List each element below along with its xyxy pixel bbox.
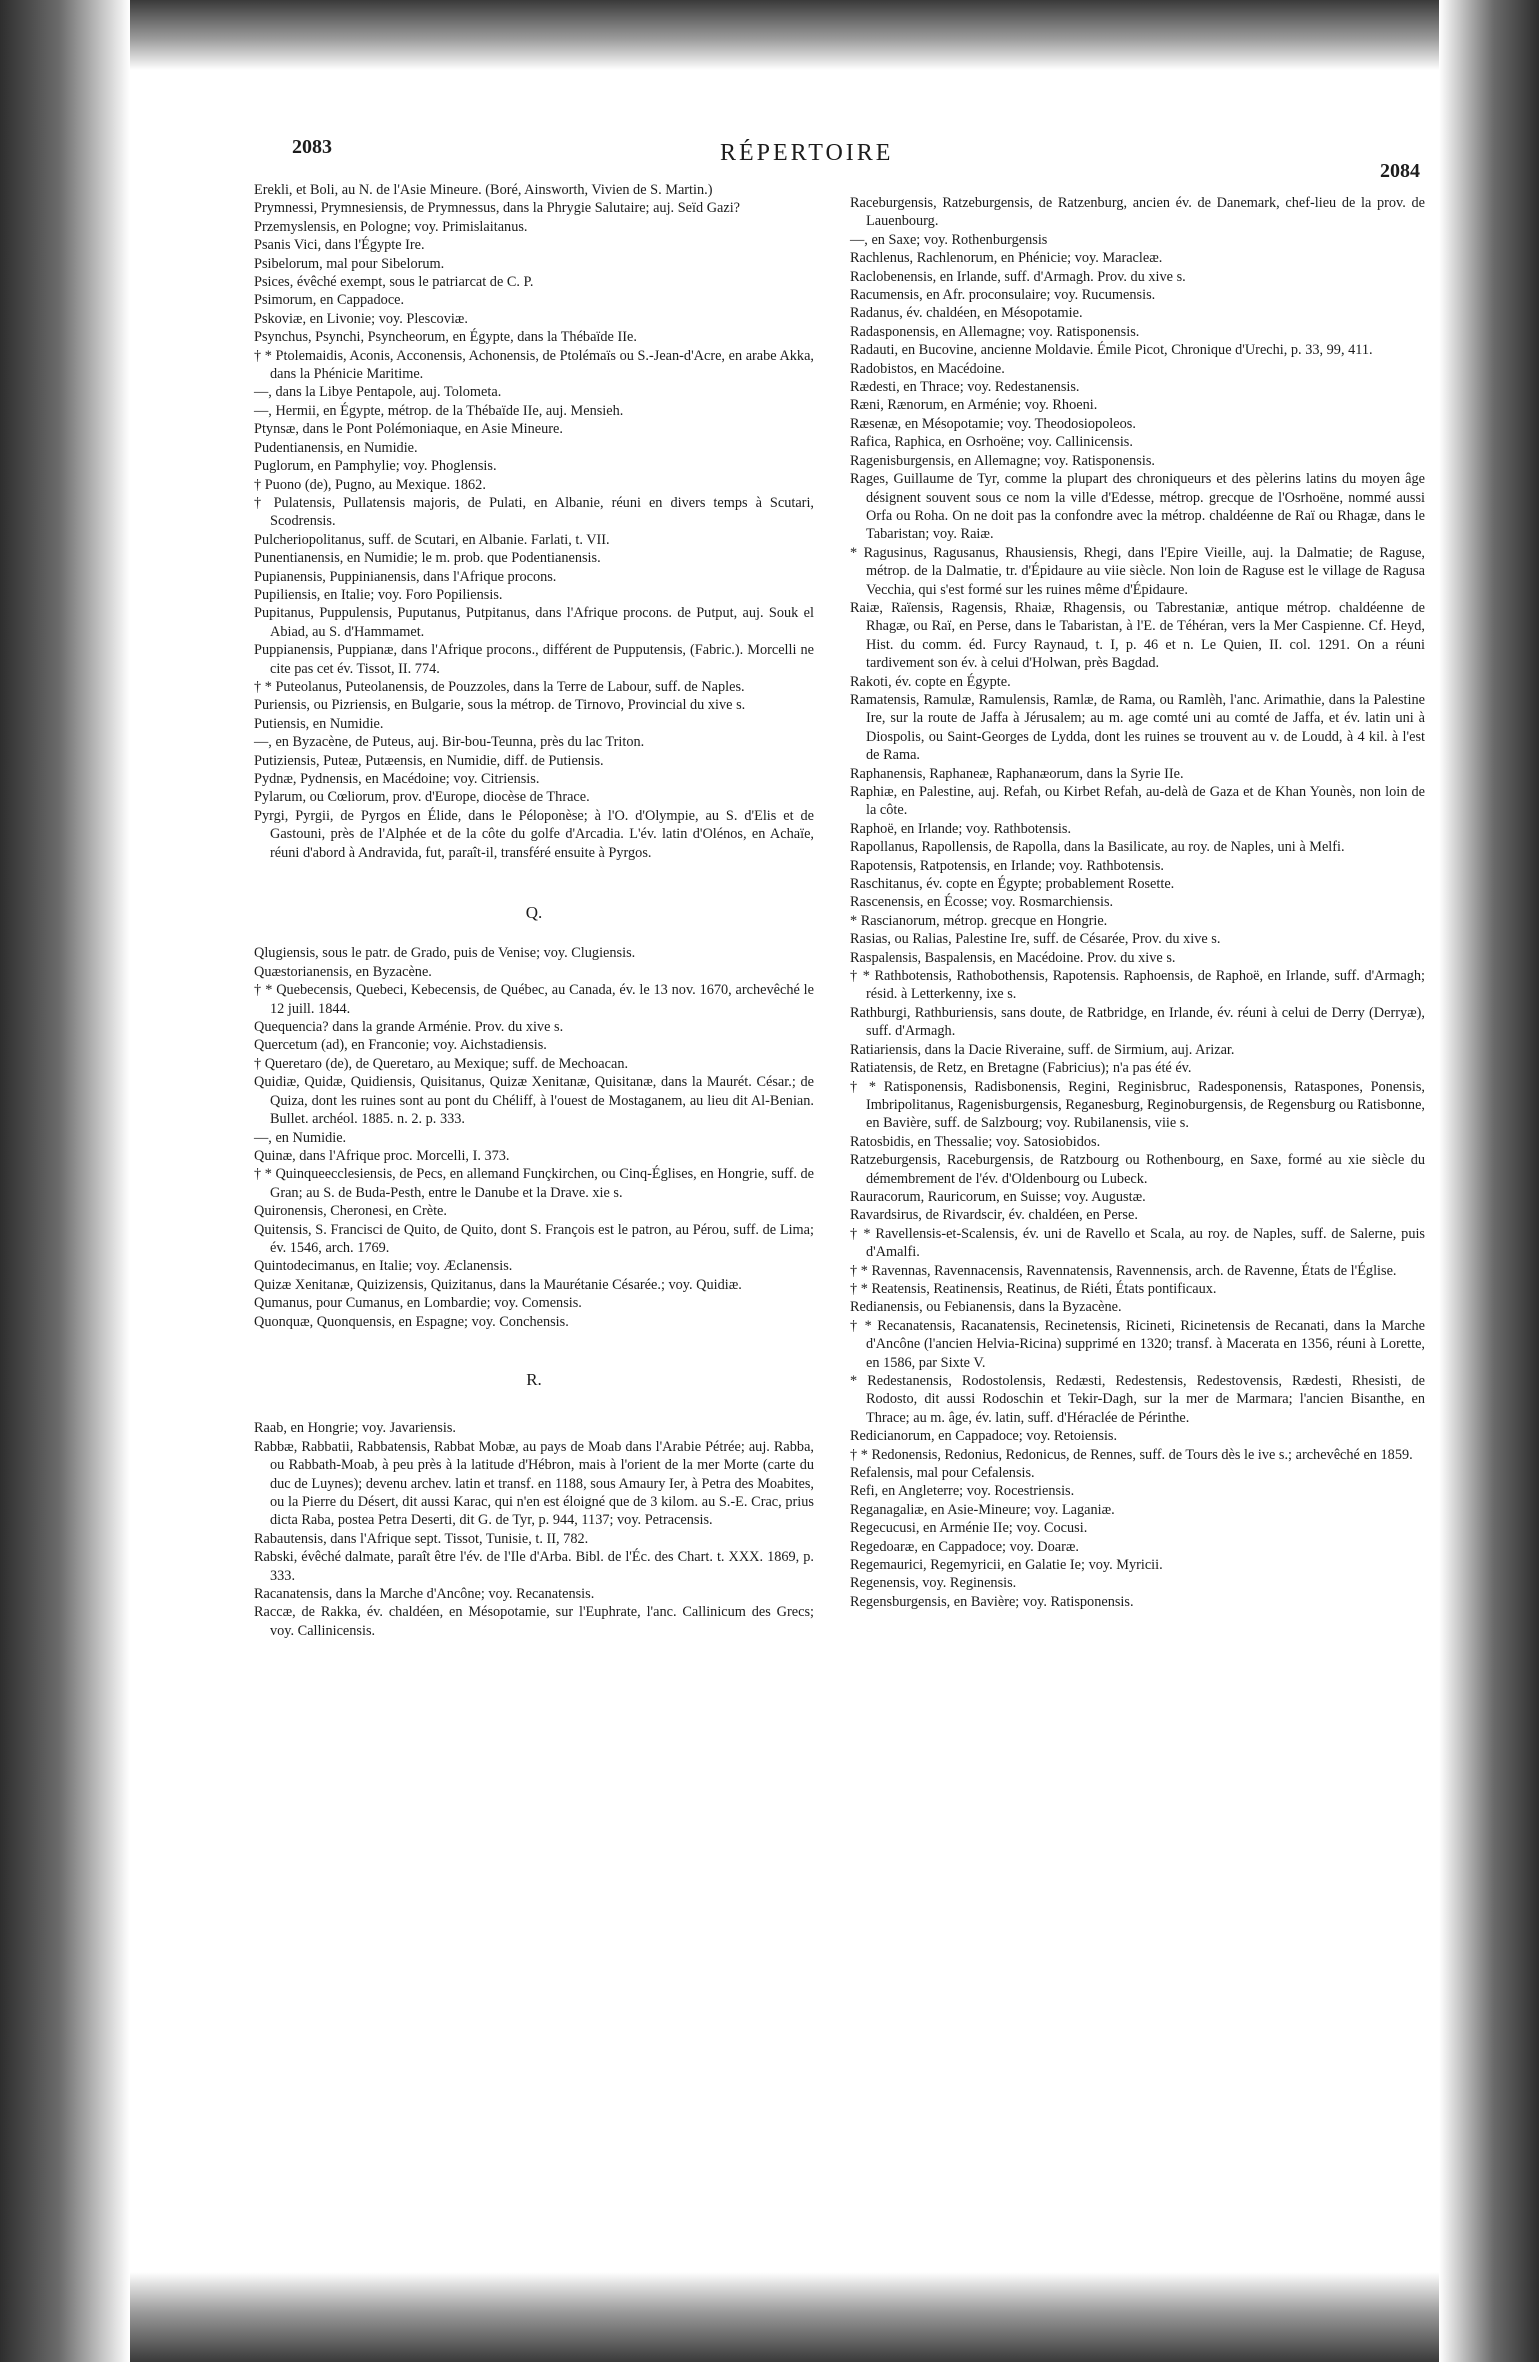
dictionary-entry: † * Ptolemaidis, Aconis, Acconensis, Achonensis, de Ptolémaïs ou S.-Jean-d'Acre, en arabe Akka, dans la Phénicie Maritime.: [254, 347, 814, 383]
dictionary-entry: Raab, en Hongrie; voy. Javariensis.: [254, 1420, 456, 1437]
dictionary-entry: Rædesti, en Thrace; voy. Redestanensis.: [850, 379, 1080, 396]
dictionary-entry: Ramatensis, Ramulæ, Ramulensis, Ramlæ, de Rama, ou Ramlèh, l'anc. Arimathie, dans la Palestine Ire, sur la route de Jaffa à Jérusalem; au m. age comté uni au comté de Jaffa, et év. latin uni à Diospolis, ou Saint-Georges de Lydda, dont les ruines se trouvent au v. de Loudd, à 4 kil. à l'est de Rama.: [850, 691, 1425, 764]
dictionary-entry: Regedoaræ, en Cappadoce; voy. Doaræ.: [850, 1538, 1079, 1555]
dictionary-entry: † * Rathbotensis, Rathobothensis, Rapotensis. Raphoensis, de Raphoë, en Irlande, suff. d'Armagh; résid. à Letterkenny, ixe s.: [850, 968, 1425, 1003]
dictionary-entry: Psices, évêché exempt, sous le patriarcat de C. P.: [254, 274, 534, 291]
dictionary-entry: Rauracorum, Rauricorum, en Suisse; voy. Augustæ.: [850, 1188, 1146, 1205]
section-heading-r: R.: [526, 1369, 542, 1389]
dictionary-entry: Putiensis, en Numidie.: [254, 715, 384, 732]
dictionary-entry: Radanus, év. chaldéen, en Mésopotamie.: [850, 305, 1083, 322]
dictionary-entry: Ratiatensis, de Retz, en Bretagne (Fabricius); n'a pas été év.: [850, 1060, 1192, 1077]
dictionary-entry: Radasponensis, en Allemagne; voy. Ratisponensis.: [850, 323, 1140, 340]
scan-border-bottom: [0, 2272, 1539, 2362]
dictionary-entry: Rapotensis, Ratpotensis, en Irlande; voy. Rathbotensis.: [850, 857, 1164, 874]
scan-border-left: [0, 0, 130, 2362]
right-column: [850, 194, 1425, 1611]
dictionary-entry: Ravardsirus, de Rivardscir, év. chaldéen, en Perse.: [850, 1207, 1138, 1224]
dictionary-entry: Radauti, en Bucovine, ancienne Moldavie. Émile Picot, Chronique d'Urechi, p. 33, 99, 411.: [850, 342, 1373, 359]
dictionary-entry: —, en Saxe; voy. Rothenburgensis: [850, 231, 1048, 248]
dictionary-entry: Psimorum, en Cappadoce.: [254, 292, 405, 309]
dictionary-entry: Regenensis, voy. Reginensis.: [850, 1575, 1017, 1592]
dictionary-entry: † * Quebecensis, Quebeci, Kebecensis, de Québec, au Canada, év. le 13 nov. 1670, archevêché le 12 juill. 1844.: [254, 982, 814, 1017]
scan-border-top: [0, 0, 1539, 70]
left-entries: [254, 181, 814, 862]
dictionary-entry: Ræsenæ, en Mésopotamie; voy. Theodosiopoleos.: [850, 415, 1136, 432]
dictionary-entry: Rakoti, év. copte en Égypte.: [850, 673, 1011, 690]
dictionary-entry: —, en Numidie.: [254, 1129, 347, 1146]
dictionary-entry: Putiziensis, Puteæ, Putæensis, en Numidie, diff. de Putiensis.: [254, 752, 604, 769]
dictionary-entry: Raccæ, de Rakka, év. chaldéen, en Mésopotamie, sur l'Euphrate, l'anc. Callinicum des Grecs; voy. Callinicensis.: [254, 1604, 814, 1639]
dictionary-entry: Quintodecimanus, en Italie; voy. Æclanensis.: [254, 1258, 513, 1275]
dictionary-entry: † Pulatensis, Pullatensis majoris, de Pulati, en Albanie, réuni en divers temps à Scutari, Scodrensis.: [254, 494, 814, 530]
dictionary-entry: Psynchus, Psynchi, Psyncheorum, en Égypte, dans la Thébaïde IIe.: [254, 329, 637, 346]
dictionary-entry: Quidiæ, Quidæ, Quidiensis, Quisitanus, Quizæ Xenitanæ, Quisitanæ, dans la Maurét. César.; de Quiza, dont les ruines sont au pont du Chéliff, à l'ouest de Mostaganem, au lieu dit Al-Benian. Bullet. archéol. 1885. n. 2. p. 333.: [254, 1074, 814, 1128]
dictionary-entry: —, en Byzacène, de Puteus, auj. Bir-bou-Teunna, près du lac Triton.: [254, 734, 645, 751]
dictionary-entry: Prymnessi, Prymnesiensis, de Prymnessus, dans la Phrygie Salutaire; auj. Seïd Gazi?: [254, 200, 741, 217]
dictionary-entry: Ratzeburgensis, Raceburgensis, de Ratzbourg ou Rothenbourg, en Saxe, formé au xie siècle du démembrement de l'év. d'Oldenbourg ou Lubeck.: [850, 1152, 1425, 1187]
dictionary-entry: Rabski, évêché dalmate, paraît être l'év. de l'Ile d'Arba. Bibl. de l'Éc. des Chart. t. XXX. 1869, p. 333.: [254, 1549, 814, 1584]
scan-border-right: [1439, 0, 1539, 2362]
dictionary-entry: Quæstorianensis, en Byzacène.: [254, 963, 432, 980]
dictionary-entry: Quitensis, S. Francisci de Quito, de Quito, dont S. François est le patron, au Pérou, suff. de Lima; év. 1546, arch. 1769.: [254, 1221, 814, 1256]
dictionary-entry: * Redestanensis, Rodostolensis, Redæsti, Redestensis, Redestovensis, Rædesti, Rhesisti, de Rodosto, dit aussi Rodoschin et Tekir-Dagh, sur la mer de Marmara; l'ancien Bisanthe, en Thrace; au m. âge, év. latin, suff. d'Héraclée de Périnthe.: [850, 1373, 1425, 1426]
dictionary-entry: Ptynsæ, dans le Pont Polémoniaque, en Asie Mineure.: [254, 421, 563, 438]
dictionary-entry: Rabautensis, dans l'Afrique sept. Tissot, Tunisie, t. II, 782.: [254, 1530, 589, 1547]
dictionary-entry: † * Reatensis, Reatinensis, Reatinus, de Riéti, États pontificaux.: [850, 1280, 1217, 1297]
dictionary-entry: Psanis Vici, dans l'Égypte Ire.: [254, 237, 425, 254]
dictionary-entry: Rapollanus, Rapollensis, de Rapolla, dans la Basilicate, au roy. de Naples, uni à Melfi.: [850, 839, 1345, 856]
dictionary-entry: Psibelorum, mal pour Sibelorum.: [254, 255, 445, 272]
dictionary-entry: Quironensis, Cheronesi, en Crète.: [254, 1203, 447, 1220]
dictionary-entry: Raschitanus, év. copte en Égypte; probablement Rosette.: [850, 876, 1175, 893]
dictionary-entry: Puppianensis, Puppianæ, dans l'Afrique procons., différent de Pupputensis, (Fabric.). Morcelli ne cite pas cet év. Tissot, II. 774.: [254, 642, 814, 677]
page-number-left: 2083: [292, 136, 332, 158]
dictionary-entry: Qlugiensis, sous le patr. de Grado, puis de Venise; voy. Clugiensis.: [254, 945, 636, 962]
dictionary-entry: Raspalensis, Baspalensis, en Macédoine. Prov. du xive s.: [850, 949, 1176, 966]
dictionary-entry: Rathburgi, Rathburiensis, sans doute, de Ratbridge, en Irlande, év. réuni à celui de Derry (Derryæ), suff. d'Armagh.: [850, 1004, 1425, 1040]
dictionary-entry: Pskoviæ, en Livonie; voy. Plescoviæ.: [254, 310, 468, 327]
dictionary-entry: Pupitanus, Puppulensis, Puputanus, Putpitanus, dans l'Afrique procons. de Putput, auj. Souk el Abiad, au S. d'Hammamet.: [254, 605, 814, 640]
dictionary-entry: Raceburgensis, Ratzeburgensis, de Ratzenburg, ancien év. de Danemark, chef-lieu de la prov. de Lauenbourg.: [850, 195, 1425, 230]
dictionary-entry: † * Ravennas, Ravennacensis, Ravennatensis, Ravennensis, arch. de Ravenne, États de l'Église.: [850, 1262, 1397, 1279]
dictionary-entry: Ratiariensis, dans la Dacie Riveraine, suff. de Sirmium, auj. Arizar.: [850, 1041, 1235, 1058]
dictionary-entry: Pudentianensis, en Numidie.: [254, 439, 418, 456]
dictionary-entry: Raclobenensis, en Irlande, suff. d'Armagh. Prov. du xive s.: [850, 268, 1186, 285]
left-column: [254, 181, 814, 1640]
dictionary-entry: Rabbæ, Rabbatii, Rabbatensis, Rabbat Mobæ, au pays de Moab dans l'Arabie Pétrée; auj. Rabba, ou Rabbath-Moab, à peu près à la latitude d'Hébron, mais à l'orient de la mer Morte (carte du duc de Luynes); devenu archev. latin et transf. en 1188, sous Amaury Ier, à Petra des Moabites, ou la Pierre du Désert, dit aussi Karac, qui n'en est éloigné que de 3 kilom. au S.-E. Crac, prius dicta Raba, postea Petra Deserti, dit G. de Tyr, p. 944, 1137; voy. Petracensis.: [254, 1438, 814, 1529]
dictionary-entry: Puriensis, ou Pizriensis, en Bulgarie, sous la métrop. de Tirnovo, Provincial du xive s.: [254, 697, 746, 714]
dictionary-entry: † * Ravellensis-et-Scalensis, év. uni de Ravello et Scala, au roy. de Naples, suff. de Salerne, puis d'Amalfi.: [850, 1225, 1425, 1261]
dictionary-entry: Quercetum (ad), en Franconie; voy. Aichstadiensis.: [254, 1037, 547, 1054]
dictionary-entry: † * Recanatensis, Racanatensis, Recinetensis, Ricineti, Ricinetensis de Recanati, dans la Marche d'Ancône (l'ancien Helvia-Ricina) supprimé en 1320; transf. à Macerata en 1356, réuni à Lorette, en 1586, par Sixte V.: [850, 1317, 1425, 1371]
dictionary-entry: Pulcheriopolitanus, suff. de Scutari, en Albanie. Farlati, t. VII.: [254, 531, 610, 548]
dictionary-entry: Redianensis, ou Febianensis, dans la Byzacène.: [850, 1299, 1122, 1316]
dictionary-entry: Refi, en Angleterre; voy. Rocestriensis.: [850, 1483, 1075, 1500]
dictionary-entry: Punentianensis, en Numidie; le m. prob. que Podentianensis.: [254, 550, 601, 567]
dictionary-entry: Pylarum, ou Cœliorum, prov. d'Europe, diocèse de Thrace.: [254, 789, 590, 806]
dictionary-entry: † Puono (de), Pugno, au Mexique. 1862.: [254, 476, 486, 493]
dictionary-entry: —, Hermii, en Égypte, métrop. de la Thébaïde IIe, auj. Mensieh.: [254, 402, 624, 419]
running-title: RÉPERTOIRE: [720, 140, 894, 166]
dictionary-entry: Raphoë, en Irlande; voy. Rathbotensis.: [850, 820, 1072, 837]
dictionary-entry: † * Ratisponensis, Radisbonensis, Regini, Reginisbruc, Radesponensis, Rataspones, Ponensis, Imbripolitanus, Ragenisburgensis, Reganesburg, Reginoburgensis, de Regensburg ou Ratisbonne, en Bavière, suff. de Salzbourg; voy. Rubilanensis, viie s.: [850, 1078, 1425, 1132]
dictionary-entry: Redicianorum, en Cappadoce; voy. Retoiensis.: [850, 1428, 1118, 1445]
dictionary-entry: Regemaurici, Regemyricii, en Galatie Ie; voy. Myricii.: [850, 1557, 1163, 1574]
r-entries: [254, 1419, 814, 1640]
dictionary-entry: Qumanus, pour Cumanus, en Lombardie; voy. Comensis.: [254, 1295, 582, 1312]
dictionary-entry: Erekli, et Boli, au N. de l'Asie Mineure. (Boré, Ainsworth, Vivien de S. Martin.): [254, 182, 713, 198]
dictionary-entry: Regensburgensis, en Bavière; voy. Ratisponensis.: [850, 1593, 1134, 1610]
page-number-right: 2084: [1380, 160, 1420, 182]
dictionary-entry: Quizæ Xenitanæ, Quizizensis, Quizitanus, dans la Maurétanie Césarée.; voy. Quidiæ.: [254, 1276, 742, 1293]
dictionary-entry: Quinæ, dans l'Afrique proc. Morcelli, I. 373.: [254, 1147, 510, 1164]
dictionary-entry: Ragenisburgensis, en Allemagne; voy. Ratisponensis.: [850, 452, 1155, 469]
dictionary-entry: Rafica, Raphica, en Osrhoëne; voy. Callinicensis.: [850, 434, 1133, 451]
dictionary-entry: Pupiliensis, en Italie; voy. Foro Popiliensis.: [254, 586, 503, 603]
dictionary-entry: Przemyslensis, en Pologne; voy. Primislaitanus.: [254, 218, 528, 235]
dictionary-entry: —, dans la Libye Pentapole, auj. Tolometa.: [254, 384, 502, 401]
dictionary-entry: Quequencia? dans la grande Arménie. Prov. du xive s.: [254, 1019, 564, 1036]
dictionary-entry: Radobistos, en Macédoine.: [850, 360, 1005, 377]
dictionary-entry: Quonquæ, Quonquensis, en Espagne; voy. Conchensis.: [254, 1313, 569, 1330]
dictionary-entry: Racanatensis, dans la Marche d'Ancône; voy. Recanatensis.: [254, 1586, 595, 1603]
dictionary-entry: * Rascianorum, métrop. grecque en Hongrie.: [850, 912, 1108, 929]
dictionary-entry: Regecucusi, en Arménie IIe; voy. Cocusi.: [850, 1520, 1088, 1537]
dictionary-entry: Raiæ, Raïensis, Ragensis, Rhaiæ, Rhagensis, ou Tabrestaniæ, antique métrop. chaldéenne de Rhagæ, ou Raï, en Perse, dans le Tabaristan, à l'E. de Téhéran, vers la Mer Caspienne. Cf. Heyd, Hist. du comm. éd. Furcy Raynaud, t. I, p. 46 et n. Le Quien, II. col. 1291. On a réuni tardivement son év. à celui d'Holwan, près Bagdad.: [850, 599, 1425, 672]
dictionary-entry: Rachlenus, Rachlenorum, en Phénicie; voy. Maracleæ.: [850, 250, 1163, 267]
right-entries: [850, 194, 1425, 1611]
q-entries: [254, 944, 814, 1331]
dictionary-entry: Reganagaliæ, en Asie-Mineure; voy. Laganiæ.: [850, 1501, 1115, 1518]
dictionary-entry: Refalensis, mal pour Cefalensis.: [850, 1465, 1035, 1482]
dictionary-entry: † * Puteolanus, Puteolanensis, de Pouzzoles, dans la Terre de Labour, suff. de Naples.: [254, 678, 745, 695]
dictionary-entry: Raphiæ, en Palestine, auj. Refah, ou Kirbet Refah, au-delà de Gaza et de Khan Younès, non loin de la côte.: [850, 784, 1425, 819]
dictionary-entry: Rages, Guillaume de Tyr, comme la plupart des chroniqueurs et des pèlerins latins du moyen âge désignent souvent sous ce nom la ville d'Edesse, métrop. grecque de l'Osrhoëne, nommé aussi Orfa ou Roha. On ne doit pas la confondre avec la métrop. chaldéenne de Raï ou Rhagæ, dans le Tabaristan; voy. Raiæ.: [850, 471, 1425, 543]
dictionary-entry: Ræni, Rænorum, en Arménie; voy. Rhoeni.: [850, 397, 1098, 414]
dictionary-entry: Pyrgi, Pyrgii, de Pyrgos en Élide, dans le Péloponèse; à l'O. d'Olympie, au S. d'Elis et de Gastouni, près de l'Alphée et de la côte du golfe d'Arcadia. L'év. latin d'Olénos, en Achaïe, réuni d'abord à Andravida, fut, paraît-il, transféré ensuite à Pyrgos.: [254, 807, 814, 861]
dictionary-entry: † * Quinqueecclesiensis, de Pecs, en allemand Funçkirchen, ou Cinq-Églises, en Hongrie, suff. de Gran; au S. de Buda-Pesth, entre le Danube et la Drave. xie s.: [254, 1166, 814, 1201]
dictionary-entry: Racumensis, en Afr. proconsulaire; voy. Rucumensis.: [850, 287, 1156, 304]
dictionary-entry: † * Redonensis, Redonius, Redonicus, de Rennes, suff. de Tours dès le ive s.; archevêché en 1859.: [850, 1446, 1413, 1463]
dictionary-entry: Pydnæ, Pydnensis, en Macédoine; voy. Citriensis.: [254, 771, 540, 787]
dictionary-entry: * Ragusinus, Ragusanus, Rhausiensis, Rhegi, dans l'Epire Vieille, auj. la Dalmatie; de Raguse, métrop. de la Dalmatie, tr. d'Épidaure au viie siècle. Non loin de Raguse est le village de Ragusa Vecchia, qui s'est formé sur les ruines même d'Épidaure.: [850, 544, 1425, 598]
dictionary-entry: Ratosbidis, en Thessalie; voy. Satosiobidos.: [850, 1133, 1101, 1150]
dictionary-entry: Rasias, ou Ralias, Palestine Ire, suff. de Césarée, Prov. du xive s.: [850, 931, 1221, 948]
dictionary-entry: Pupianensis, Puppinianensis, dans l'Afrique procons.: [254, 568, 557, 585]
section-heading-q: Q.: [525, 903, 543, 923]
dictionary-entry: Puglorum, en Pamphylie; voy. Phoglensis.: [254, 458, 497, 475]
dictionary-entry: Rascenensis, en Écosse; voy. Rosmarchiensis.: [850, 894, 1114, 911]
dictionary-entry: † Queretaro (de), de Queretaro, au Mexique; suff. de Mechoacan.: [254, 1055, 629, 1072]
dictionary-entry: Raphanensis, Raphaneæ, Raphanæorum, dans la Syrie IIe.: [850, 765, 1184, 782]
